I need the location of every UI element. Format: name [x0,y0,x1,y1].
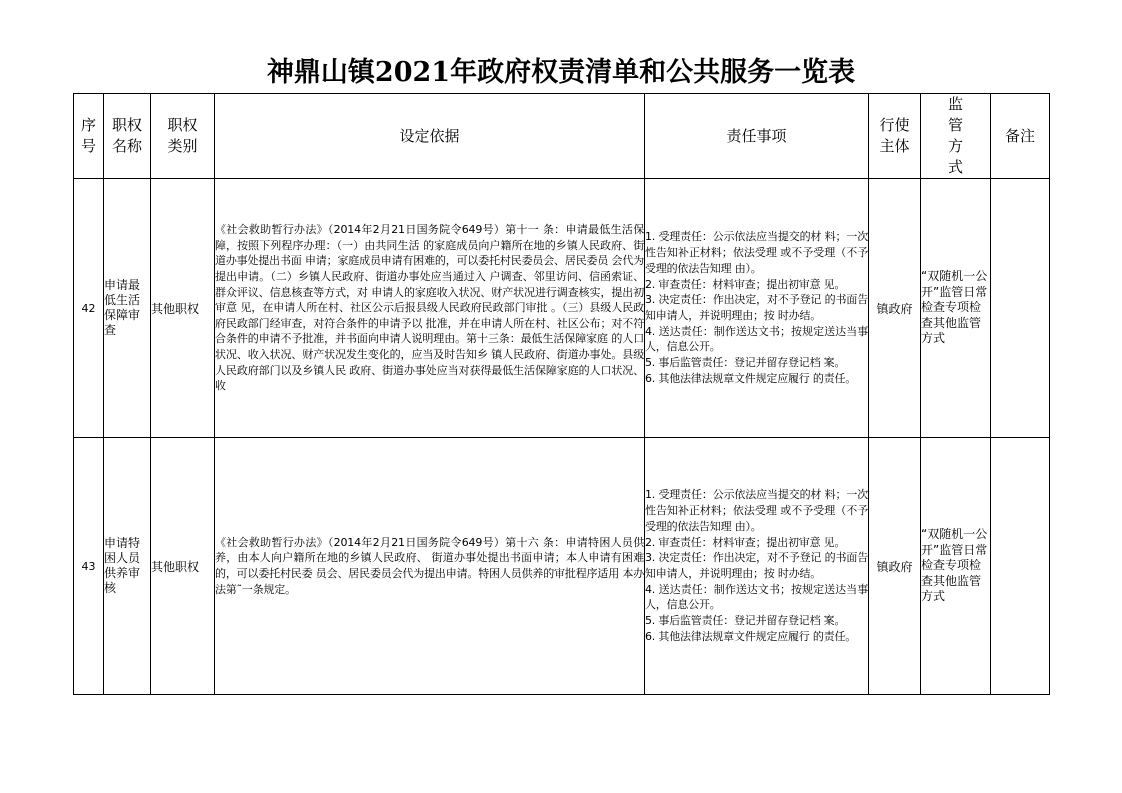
row-responsibilities [645,179,869,438]
responsibility-item: 1. 受理责任：公示依法应当提交的材 料；一次性告知补正材料；依法受理 或不予受理（不予受理的依法告知理 由）。 [645,230,868,275]
header-basis: 设定依据 [215,94,645,179]
responsibility-item: 6. 其他法律法规章文件规定应履行 的责任。 [645,371,857,385]
responsibility-item: 5. 事后监管责任：登记并留存登记档 案。 [645,614,846,628]
responsibility-item: 5. 事后监管责任：登记并留存登记档 案。 [645,356,846,370]
responsibility-item: 3. 决定责任：作出决定，对不予登记 的书面告知申请人，并说明理由；按 时办结。 [645,551,868,580]
row-supervision: “双随机一公开”监管日常检查专项检查其他监管方式 [921,179,991,438]
row-name: 申请特困人员供养审核 [104,438,151,695]
header-remark: 备注 [991,94,1050,179]
rights-responsibilities-table [73,93,1050,695]
page-title: 神鼎山镇2021年政府权责清单和公共服务一览表 [266,57,856,88]
responsibility-item: 6. 其他法律法规章文件规定应履行 的责任。 [645,629,857,643]
row-no: 43 [74,438,104,695]
responsibility-item: 2. 审查责任：材料审查；提出初审意 见。 [645,535,846,549]
responsibility-item: 3. 决定责任：作出决定，对不予登记 的书面告知申请人，并说明理由；按 时办结。 [645,293,868,322]
row-subject: 镇政府 [869,438,921,695]
header-responsibility: 责任事项 [645,94,869,179]
row-subject: 镇政府 [869,179,921,438]
table-row [74,438,1050,695]
row-supervision: “双随机一公开”监管日常检查专项检查其他监管方式 [921,438,991,695]
row-basis: 《社会救助暂行办法》（2014年2月21日国务院令649号）第十六 条：申请特困人员供养，由本人向户籍所在地的乡镇人民政府、 街道办事处提出书面申请；本人申请有困难的，可以委托村民委 员会、居民委员会代为提出申请。特困人员供养的审批程序适用 本办法第˜一条规定。 [215,438,645,695]
row-name: 申请最低生活保障审查 [104,179,151,438]
row-responsibilities [645,438,869,695]
row-category: 其他职权 [151,179,215,438]
header-category: 职权类别 [151,94,215,179]
row-remark [991,179,1050,438]
header-name: 职权名称 [104,94,151,179]
header-subject: 行使主体 [869,94,921,179]
responsibility-item: 4. 送达责任：制作送达文书；按规定送达当事人，信息公开。 [645,324,868,354]
row-no: 42 [74,179,104,438]
header-supervision: 监管方式 [921,94,991,179]
responsibility-item: 2. 审查责任：材料审查；提出初审意 见。 [645,277,846,291]
row-basis: 《社会救助暂行办法》（2014年2月21日国务院令649号）第十一 条：申请最低生活保障，按照下列程序办理：（一）由共同生活 的家庭成员向户籍所在地的乡镇人民政府、街道办事处提出书面 申请；家庭成员申请有困难的，可以委托村民委员会、居民委员 会代为提出申请。（二）乡镇人民政府、街道办事处应当通过入 户调查、邻里访问、信函索证、群众评议、信息核查等方式，对 申请人的家庭收入状况、财产状况进行调查核实，提出初审意 见，在申请人所在村、社区公示后报县级人民政府民政部门审批 。（三）县级人民政府民政部门经审查，对符合条件的申请予以 批准，并在申请人所在村、社区公布；对不符合条件的申请不予批准，并书面向申请人说明理由。第十三条：最低生活保障家庭 的人口状况、收入状况、财产状况发生变化的，应当及时告知乡 镇人民政府、街道办事处。县级人民政府部门以及乡镇人民 政府、街道办事处应当对获得最低生活保障家庭的人口状况、收 [215,179,645,438]
row-category: 其他职权 [151,438,215,695]
header-no: 序号 [74,94,104,179]
responsibility-item: 1. 受理责任：公示依法应当提交的材 料；一次性告知补正材料；依法受理 或不予受理（不予受理的依法告知理 由）。 [645,488,868,533]
table-header-row [74,94,1050,179]
table-row [74,179,1050,438]
responsibility-item: 4. 送达责任：制作送达文书；按规定送达当事人，信息公开。 [645,582,868,612]
row-remark [991,438,1050,695]
